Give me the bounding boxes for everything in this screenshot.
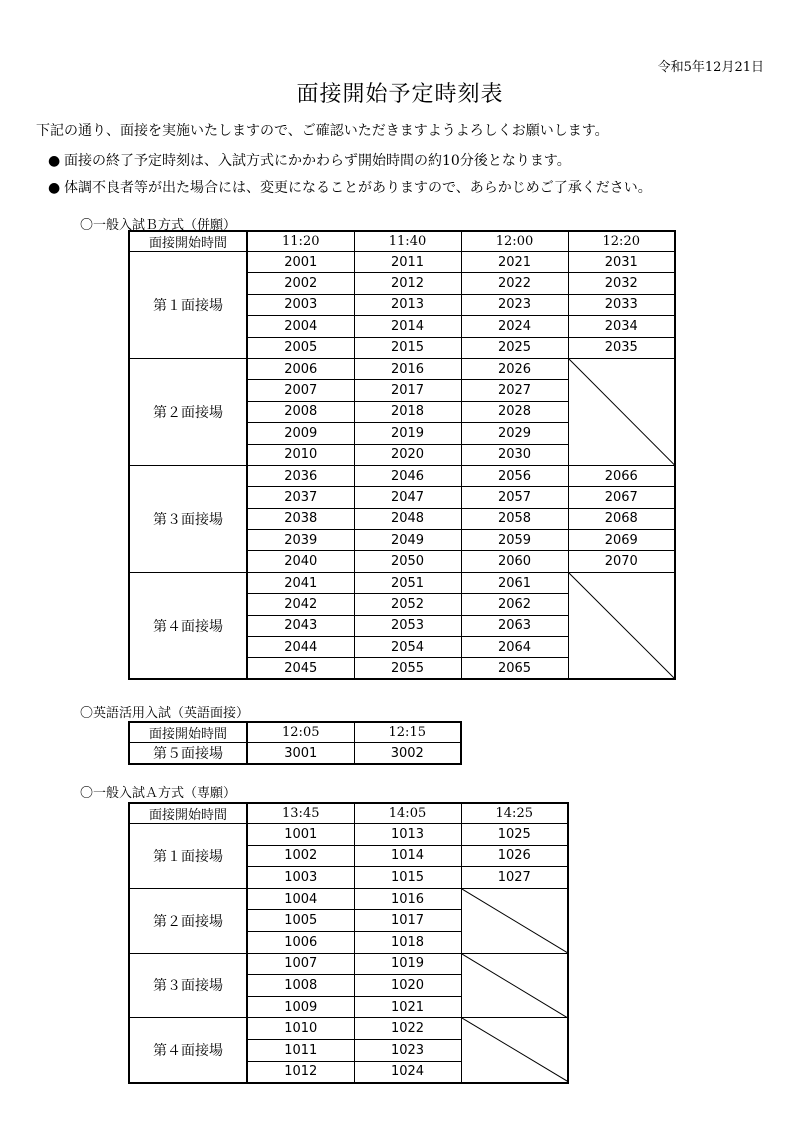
intro-text: 下記の通り、面接を実施いたしますので、ご確認いただきますようよろしくお願いします。 (36, 123, 609, 139)
time-header: 13:45 (247, 803, 354, 824)
exam-number-cell: 2054 (354, 637, 461, 658)
table-row (129, 743, 461, 765)
exam-number-cell: 1007 (247, 953, 354, 975)
schedule-table-a (128, 802, 569, 1084)
table-row (129, 358, 675, 379)
bullet-icon: ● (48, 153, 61, 169)
header-row (129, 803, 568, 824)
exam-number-cell: 2044 (247, 637, 354, 658)
exam-number-cell: 2017 (354, 380, 461, 401)
diagonal-slash-icon (569, 359, 675, 465)
diagonal-slash-icon (462, 889, 568, 953)
exam-number-cell: 1006 (247, 931, 354, 953)
exam-number-cell: 2028 (461, 401, 568, 422)
exam-number-cell: 2007 (247, 380, 354, 401)
exam-number-cell: 2031 (568, 252, 675, 273)
header-row (129, 231, 675, 252)
exam-number-cell: 2015 (354, 337, 461, 358)
exam-number-cell: 2013 (354, 294, 461, 315)
room-label: 第３面接場 (129, 465, 247, 572)
exam-number-cell: 1018 (354, 931, 461, 953)
exam-number-cell: 2040 (247, 551, 354, 572)
exam-number-cell: 1014 (354, 845, 461, 867)
exam-number-cell: 2003 (247, 294, 354, 315)
exam-number-cell: 2014 (354, 316, 461, 337)
exam-number-cell: 2026 (461, 358, 568, 379)
exam-number-cell: 2029 (461, 423, 568, 444)
time-header: 12:05 (247, 722, 354, 743)
exam-number-cell: 2047 (354, 487, 461, 508)
note-item (48, 150, 571, 170)
empty-slot-cell (461, 953, 568, 1018)
exam-number-cell: 2065 (461, 658, 568, 679)
note-text: 体調不良者等が出た場合には、変更になることがありますので、あらかじめご了承ください。 (64, 180, 652, 196)
room-label: 第２面接場 (129, 358, 247, 465)
exam-number-cell: 2016 (354, 358, 461, 379)
document-date: 令和5年12月21日 (657, 60, 764, 75)
exam-number-cell: 1009 (247, 996, 354, 1018)
exam-number-cell: 2010 (247, 444, 354, 465)
exam-number-cell: 2053 (354, 615, 461, 636)
exam-number-cell: 2046 (354, 465, 461, 486)
exam-number-cell: 2063 (461, 615, 568, 636)
exam-number-cell: 1027 (461, 867, 568, 889)
diagonal-slash-icon (462, 954, 568, 1018)
diagonal-slash-icon (569, 573, 675, 678)
exam-number-cell: 2050 (354, 551, 461, 572)
table-row (129, 572, 675, 593)
exam-number-cell: 2020 (354, 444, 461, 465)
exam-number-cell: 1004 (247, 888, 354, 910)
exam-number-cell: 1026 (461, 845, 568, 867)
exam-number-cell: 2025 (461, 337, 568, 358)
table-row (129, 953, 568, 975)
time-header: 12:20 (568, 231, 675, 252)
exam-number-cell: 2043 (247, 615, 354, 636)
exam-number-cell: 2019 (354, 423, 461, 444)
page-title: 面接開始予定時刻表 (296, 82, 504, 107)
exam-number-cell: 2024 (461, 316, 568, 337)
diagonal-slash-icon (462, 1018, 568, 1081)
exam-number-cell: 2023 (461, 294, 568, 315)
exam-number-cell: 2038 (247, 508, 354, 529)
exam-number-cell: 1012 (247, 1061, 354, 1083)
exam-number-cell: 2055 (354, 658, 461, 679)
empty-slot-cell (568, 358, 675, 465)
exam-number-cell: 2066 (568, 465, 675, 486)
room-label: 第１面接場 (129, 252, 247, 359)
exam-number-cell: 2002 (247, 273, 354, 294)
exam-number-cell: 1003 (247, 867, 354, 889)
table-row (129, 1018, 568, 1040)
exam-number-cell: 2018 (354, 401, 461, 422)
exam-number-cell: 1008 (247, 975, 354, 997)
exam-number-cell: 1013 (354, 824, 461, 846)
section-title: 〇英語活用入試（英語面接） (80, 706, 250, 721)
exam-number-cell: 2030 (461, 444, 568, 465)
exam-number-cell: 2039 (247, 530, 354, 551)
exam-number-cell: 2005 (247, 337, 354, 358)
time-header: 11:40 (354, 231, 461, 252)
exam-number-cell: 2037 (247, 487, 354, 508)
room-label: 第４面接場 (129, 1018, 247, 1083)
exam-number-cell: 2052 (354, 594, 461, 615)
time-header: 14:05 (354, 803, 461, 824)
table-row (129, 824, 568, 846)
section-title: 〇一般入試Ａ方式（専願） (80, 786, 237, 801)
exam-number-cell: 1011 (247, 1039, 354, 1061)
exam-number-cell: 2069 (568, 530, 675, 551)
exam-number-cell: 2056 (461, 465, 568, 486)
exam-number-cell: 2034 (568, 316, 675, 337)
exam-number-cell: 2006 (247, 358, 354, 379)
empty-slot-cell (461, 1018, 568, 1083)
header-label: 面接開始時間 (129, 722, 247, 743)
exam-number-cell: 2041 (247, 572, 354, 593)
exam-number-cell: 2067 (568, 487, 675, 508)
section-title: 〇一般入試Ｂ方式（併願） (80, 218, 237, 233)
exam-number-cell: 1005 (247, 910, 354, 932)
exam-number-cell: 1024 (354, 1061, 461, 1083)
exam-number-cell: 1017 (354, 910, 461, 932)
exam-number-cell: 2035 (568, 337, 675, 358)
room-label: 第４面接場 (129, 572, 247, 679)
exam-number-cell: 2061 (461, 572, 568, 593)
exam-number-cell: 1002 (247, 845, 354, 867)
time-header: 11:20 (247, 231, 354, 252)
exam-number-cell: 1019 (354, 953, 461, 975)
table-row (129, 888, 568, 910)
exam-number-cell: 2064 (461, 637, 568, 658)
exam-number-cell: 2021 (461, 252, 568, 273)
exam-number-cell: 2033 (568, 294, 675, 315)
header-label: 面接開始時間 (129, 231, 247, 252)
table-row (129, 252, 675, 273)
header-row (129, 722, 461, 743)
note-item (48, 177, 652, 197)
exam-number-cell: 1022 (354, 1018, 461, 1040)
exam-number-cell: 2011 (354, 252, 461, 273)
exam-number-cell: 2070 (568, 551, 675, 572)
exam-number-cell: 2068 (568, 508, 675, 529)
exam-number-cell: 2062 (461, 594, 568, 615)
room-label: 第１面接場 (129, 824, 247, 889)
exam-number-cell: 2049 (354, 530, 461, 551)
schedule-table-b (128, 230, 676, 680)
exam-number-cell: 1023 (354, 1039, 461, 1061)
room-label: 第３面接場 (129, 953, 247, 1018)
time-header: 12:15 (354, 722, 461, 743)
exam-number-cell: 2060 (461, 551, 568, 572)
exam-number-cell: 2057 (461, 487, 568, 508)
empty-slot-cell (568, 572, 675, 679)
exam-number-cell: 1001 (247, 824, 354, 846)
exam-number-cell: 3001 (247, 743, 354, 765)
time-header: 12:00 (461, 231, 568, 252)
bullet-icon: ● (48, 180, 61, 196)
exam-number-cell: 2022 (461, 273, 568, 294)
room-label: 第５面接場 (129, 743, 247, 765)
time-header: 14:25 (461, 803, 568, 824)
exam-number-cell: 2027 (461, 380, 568, 401)
exam-number-cell: 2058 (461, 508, 568, 529)
header-label: 面接開始時間 (129, 803, 247, 824)
exam-number-cell: 1025 (461, 824, 568, 846)
exam-number-cell: 2001 (247, 252, 354, 273)
exam-number-cell: 2008 (247, 401, 354, 422)
exam-number-cell: 2045 (247, 658, 354, 679)
room-label: 第２面接場 (129, 888, 247, 953)
schedule-table-english (128, 721, 462, 765)
exam-number-cell: 1016 (354, 888, 461, 910)
empty-slot-cell (461, 888, 568, 953)
exam-number-cell: 2012 (354, 273, 461, 294)
exam-number-cell: 1020 (354, 975, 461, 997)
exam-number-cell: 2036 (247, 465, 354, 486)
exam-number-cell: 2004 (247, 316, 354, 337)
exam-number-cell: 1015 (354, 867, 461, 889)
table-row (129, 465, 675, 486)
exam-number-cell: 2048 (354, 508, 461, 529)
exam-number-cell: 2051 (354, 572, 461, 593)
exam-number-cell: 2059 (461, 530, 568, 551)
exam-number-cell: 2042 (247, 594, 354, 615)
exam-number-cell: 3002 (354, 743, 461, 765)
exam-number-cell: 1021 (354, 996, 461, 1018)
exam-number-cell: 2009 (247, 423, 354, 444)
exam-number-cell: 2032 (568, 273, 675, 294)
exam-number-cell: 1010 (247, 1018, 354, 1040)
note-text: 面接の終了予定時刻は、入試方式にかかわらず開始時間の約10分後となります。 (64, 153, 571, 169)
